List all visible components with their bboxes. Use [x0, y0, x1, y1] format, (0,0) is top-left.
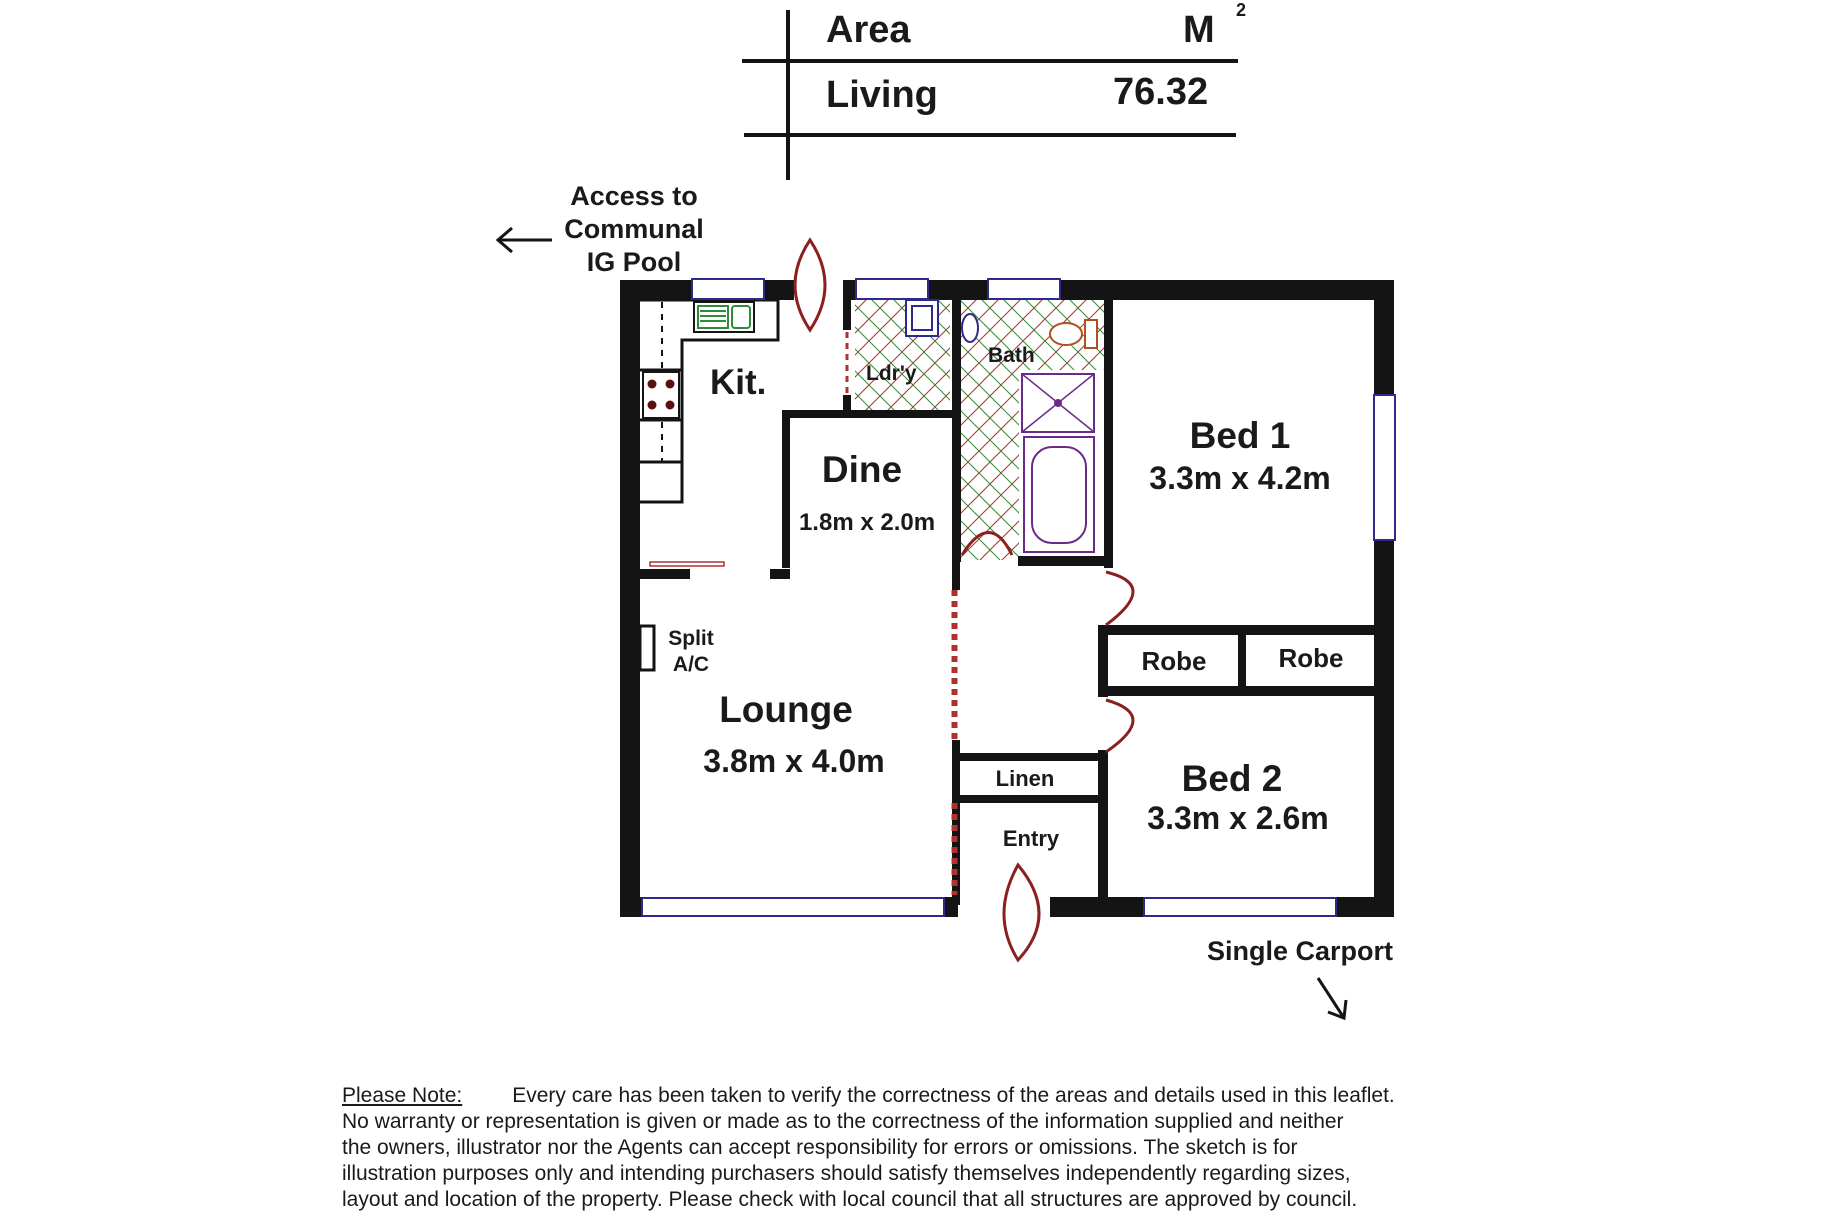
pool-access-line1: Access to: [570, 181, 698, 211]
robe-label-1: Robe: [1141, 646, 1207, 676]
split-ac-label-1: Split: [668, 627, 714, 650]
split-ac-unit-icon: [640, 626, 654, 670]
area-row-label: Living: [826, 74, 938, 116]
bed2-label: Bed 2: [1181, 758, 1283, 799]
door-entry: [1004, 865, 1039, 960]
area-header-unit: M: [1183, 9, 1215, 51]
window-bed1: [1374, 395, 1395, 540]
lounge-size: 3.8m x 4.0m: [703, 743, 885, 779]
door-bed2: [1106, 700, 1133, 752]
laundry-trough-icon: [906, 300, 938, 336]
door-back: [795, 240, 825, 330]
area-header-unit-superscript: 2: [1236, 0, 1247, 20]
area-row-value: 76.32: [1113, 71, 1209, 113]
disclaimer-text-1: Every care has been taken to verify the correctness of the areas and details used in this leaflet.: [512, 1084, 1395, 1107]
bath-label: Bath: [988, 344, 1035, 367]
lounge-label: Lounge: [719, 689, 853, 730]
bed1-label: Bed 1: [1189, 415, 1291, 456]
arrow-down-right-icon: [1318, 978, 1346, 1018]
dine-label: Dine: [821, 449, 903, 490]
disclaimer-line-4: illustration purposes only and intending purchasers should satisfy themselves independently regarding sizes,: [342, 1162, 1351, 1185]
robe-label-2: Robe: [1278, 643, 1344, 673]
disclaimer-note: [342, 1083, 1522, 1213]
disclaimer-line-2: No warranty or representation is given or made as to the correctness of the information supplied and neither: [342, 1110, 1344, 1133]
cooktop-icon: [643, 372, 679, 418]
kitchen-label: Kit.: [710, 363, 767, 402]
bed2-size: 3.3m x 2.6m: [1147, 800, 1329, 836]
window-laundry: [856, 279, 928, 299]
area-table: [742, 0, 1246, 180]
disclaimer-heading: Please Note:: [342, 1084, 463, 1107]
window-kitchen: [692, 279, 764, 299]
basin-icon: [962, 314, 978, 342]
bathtub-icon: [1024, 437, 1094, 552]
pool-access-line2: Communal: [564, 214, 704, 244]
pool-access-annotation: [498, 181, 704, 277]
shower-icon: [1022, 374, 1094, 432]
window-bed2: [1144, 898, 1336, 916]
carport-label: Single Carport: [1206, 936, 1394, 966]
kitchen-servery: [650, 562, 724, 566]
disclaimer-line-3: the owners, illustrator nor the Agents can accept responsibility for errors or omissions. The sketch is for: [342, 1136, 1298, 1159]
window-bath: [988, 279, 1060, 299]
disclaimer-line-1: [342, 1083, 1522, 1109]
laundry-label: Ldr'y: [866, 362, 917, 385]
kitchen-sink-icon: [694, 302, 754, 332]
arrow-left-icon: [498, 228, 552, 252]
dine-size: 1.8m x 2.0m: [798, 509, 936, 536]
entry-label: Entry: [1002, 826, 1060, 851]
window-lounge: [642, 898, 944, 916]
disclaimer-line-5: layout and location of the property. Please check with local council that all structures are approved by council.: [342, 1188, 1358, 1211]
split-ac-label-2: A/C: [672, 653, 710, 676]
linen-label: Linen: [995, 766, 1055, 791]
pool-access-line3: IG Pool: [586, 247, 682, 277]
toilet-icon: [1050, 320, 1097, 348]
area-header-label: Area: [826, 9, 911, 51]
bed1-size: 3.3m x 4.2m: [1149, 460, 1331, 496]
carport-annotation: [1207, 936, 1393, 1018]
door-bed1: [1106, 572, 1133, 625]
